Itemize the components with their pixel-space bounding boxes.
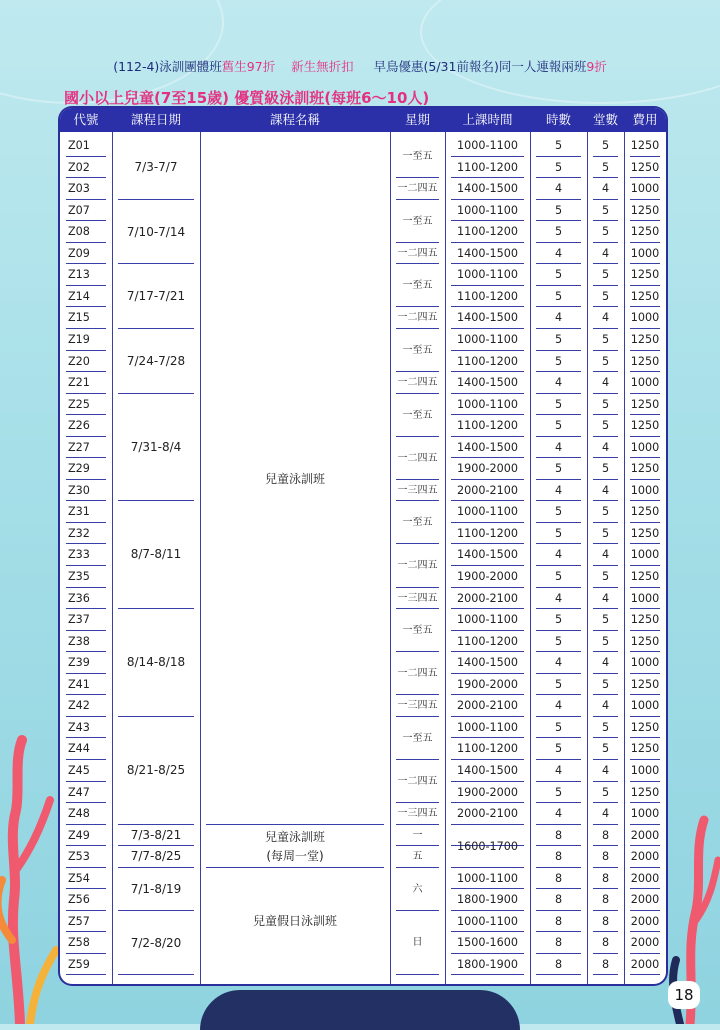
row-divider — [536, 974, 581, 975]
row-code: Z02 — [68, 160, 90, 174]
column-divider — [624, 132, 625, 984]
row-code: Z13 — [68, 268, 90, 282]
course-weekday: 一至五 — [402, 517, 433, 529]
row-fee: 1250 — [630, 677, 660, 691]
row-fee: 1250 — [630, 613, 660, 627]
row-divider — [451, 974, 524, 975]
row-code: Z03 — [68, 182, 90, 196]
course-weekday: 一二四五 — [397, 775, 438, 787]
row-sessions: 8 — [601, 871, 610, 885]
row-fee: 1000 — [630, 182, 660, 196]
row-hours: 5 — [554, 332, 563, 346]
row-time: 1100-1200 — [457, 419, 518, 433]
row-sessions: 5 — [601, 570, 610, 583]
row-sessions: 4 — [601, 311, 610, 325]
row-hours: 4 — [554, 656, 563, 670]
row-fee: 1250 — [630, 570, 660, 583]
column-header: 時數 — [545, 112, 571, 127]
row-sessions: 5 — [601, 397, 610, 411]
course-weekday: 一至五 — [402, 344, 433, 356]
row-time: 1400-1500 — [457, 548, 518, 562]
row-sessions: 4 — [601, 246, 610, 260]
row-code: Z19 — [68, 332, 90, 346]
column-header: 課程日期 — [130, 112, 181, 127]
row-code: Z45 — [68, 763, 90, 777]
row-sessions: 5 — [601, 225, 610, 239]
course-weekday: 日 — [412, 936, 423, 948]
row-time: 1000-1100 — [457, 203, 518, 217]
row-fee: 1000 — [630, 699, 660, 713]
row-code: Z44 — [68, 742, 90, 756]
row-code: Z41 — [68, 677, 90, 691]
course-weekday: 一二四五 — [397, 668, 438, 680]
weekday-divider — [396, 974, 439, 975]
row-hours: 5 — [554, 160, 563, 174]
row-hours: 5 — [554, 225, 563, 239]
row-time: 1900-2000 — [457, 570, 518, 583]
row-code: Z27 — [68, 440, 90, 454]
row-hours: 5 — [554, 203, 563, 217]
row-code: Z30 — [68, 483, 90, 497]
course-weekday: 一至五 — [402, 732, 433, 744]
row-sessions: 5 — [601, 354, 610, 368]
column-header: 星期 — [404, 112, 430, 127]
course-date: 8/7-8/11 — [130, 547, 182, 562]
row-fee: 1000 — [630, 591, 660, 605]
course-weekday: 一至五 — [402, 215, 433, 227]
row-fee: 1000 — [630, 246, 660, 260]
column-divider — [530, 132, 531, 984]
row-sessions: 4 — [601, 483, 610, 497]
row-fee: 1250 — [630, 160, 660, 174]
row-sessions: 4 — [601, 376, 610, 390]
row-sessions: 5 — [601, 203, 610, 217]
row-time: 2000-2100 — [457, 699, 518, 713]
row-hours: 4 — [554, 440, 563, 454]
column-divider — [445, 132, 446, 984]
row-code: Z35 — [68, 570, 90, 583]
row-sessions: 5 — [601, 634, 610, 648]
column-divider — [200, 132, 201, 984]
row-fee: 1250 — [630, 268, 660, 282]
section-title: 國小以上兒童(7至15歲) 優質級泳訓班(每班6～10人) — [64, 89, 430, 107]
row-hours: 5 — [554, 677, 563, 691]
course-weekday: 一二四五 — [397, 377, 438, 389]
row-code: Z39 — [68, 656, 90, 670]
row-sessions: 5 — [601, 742, 610, 756]
row-sessions: 4 — [601, 656, 610, 670]
row-sessions: 5 — [601, 720, 610, 734]
row-time: 1000-1100 — [457, 397, 518, 411]
row-fee: 1250 — [630, 785, 660, 799]
row-fee: 1250 — [630, 742, 660, 756]
row-divider — [630, 974, 660, 975]
row-time: 1400-1500 — [457, 376, 518, 390]
row-fee: 1250 — [630, 462, 660, 476]
row-sessions: 4 — [601, 807, 610, 821]
row-fee: 2000 — [630, 914, 660, 928]
course-weekday: 一三四五 — [397, 700, 438, 712]
seabed-decoration — [200, 990, 520, 1030]
row-time: 1900-2000 — [457, 677, 518, 691]
course-weekday: 一至五 — [402, 280, 433, 292]
row-code: Z36 — [68, 591, 90, 605]
column-divider — [112, 132, 113, 984]
row-code: Z48 — [68, 807, 90, 821]
course-date: 7/7-8/25 — [130, 849, 182, 864]
row-sessions: 4 — [601, 699, 610, 713]
column-header: 課程名稱 — [269, 112, 320, 127]
row-code: Z14 — [68, 289, 90, 303]
row-hours: 5 — [554, 462, 563, 476]
course-date: 8/14-8/18 — [126, 655, 186, 670]
row-time: 1000-1100 — [457, 332, 518, 346]
row-time: 1900-2000 — [457, 462, 518, 476]
background-wave — [420, 0, 720, 104]
course-divider — [206, 824, 384, 825]
discount-notice: (112-4)泳訓團體班舊生97折 新生無折扣 早鳥優惠(5/31前報名)同一人連報兩班9折 — [113, 59, 607, 74]
course-table — [60, 108, 666, 984]
row-sessions: 5 — [601, 526, 610, 540]
page-number: 18 — [668, 981, 700, 1009]
row-time: 1900-2000 — [457, 785, 518, 799]
row-code: Z42 — [68, 699, 90, 713]
row-time: 1400-1500 — [457, 763, 518, 777]
row-sessions: 4 — [601, 182, 610, 196]
course-name-main: 兒童泳訓班 — [264, 472, 325, 486]
row-fee: 1000 — [630, 548, 660, 562]
row-fee: 1250 — [630, 720, 660, 734]
row-time: 1100-1200 — [457, 526, 518, 540]
row-code: Z54 — [68, 871, 90, 885]
row-hours: 4 — [554, 807, 563, 821]
row-hours: 4 — [554, 483, 563, 497]
row-time: 1400-1500 — [457, 182, 518, 196]
row-sessions: 5 — [601, 505, 610, 519]
row-hours: 8 — [554, 828, 563, 842]
row-hours: 5 — [554, 139, 563, 152]
row-hours: 5 — [554, 570, 563, 583]
row-time: 1400-1500 — [457, 440, 518, 454]
row-time: 1800-1900 — [457, 957, 518, 971]
row-hours: 4 — [554, 591, 563, 605]
row-hours: 5 — [554, 526, 563, 540]
row-code: Z58 — [68, 936, 90, 950]
row-time: 1100-1200 — [457, 225, 518, 239]
row-hours: 4 — [554, 311, 563, 325]
row-fee: 1250 — [630, 203, 660, 217]
row-time: 1000-1100 — [457, 613, 518, 627]
row-fee: 1250 — [630, 332, 660, 346]
row-time: 1500-1600 — [457, 936, 518, 950]
row-code: Z15 — [68, 311, 90, 325]
row-time: 1400-1500 — [457, 656, 518, 670]
row-time: 1400-1500 — [457, 311, 518, 325]
course-name-weekly-note: (每周一堂) — [266, 849, 324, 864]
row-code: Z37 — [68, 613, 90, 627]
row-hours: 5 — [554, 613, 563, 627]
row-time-merged: 1600-1700 — [457, 839, 518, 853]
course-weekday: 一 — [412, 829, 423, 841]
row-time: 1000-1100 — [457, 720, 518, 734]
course-weekday: 一三四五 — [397, 592, 438, 604]
row-sessions: 4 — [601, 591, 610, 605]
course-weekday: 一二四五 — [397, 247, 438, 259]
row-sessions: 5 — [601, 139, 610, 152]
row-time: 2000-2100 — [457, 483, 518, 497]
row-hours: 8 — [554, 936, 563, 950]
course-date: 7/17-7/21 — [126, 289, 186, 304]
course-weekday: 一至五 — [402, 151, 433, 162]
row-code: Z47 — [68, 785, 90, 799]
row-sessions: 4 — [601, 440, 610, 454]
row-divider — [593, 974, 618, 975]
row-hours: 5 — [554, 268, 563, 282]
row-sessions: 4 — [601, 763, 610, 777]
course-weekday: 一二四五 — [397, 183, 438, 195]
course-weekday: 一三四五 — [397, 808, 438, 820]
row-fee: 1250 — [630, 505, 660, 519]
row-hours: 8 — [554, 914, 563, 928]
row-sessions: 5 — [601, 419, 610, 433]
row-hours: 8 — [554, 871, 563, 885]
row-sessions: 5 — [601, 289, 610, 303]
course-weekday: 一至五 — [402, 409, 433, 421]
row-fee: 1250 — [630, 526, 660, 540]
column-header: 代號 — [73, 112, 99, 127]
row-hours: 5 — [554, 354, 563, 368]
row-fee: 1250 — [630, 634, 660, 648]
row-time: 1000-1100 — [457, 268, 518, 282]
table-header — [60, 108, 666, 132]
row-sessions: 5 — [601, 785, 610, 799]
row-fee: 1250 — [630, 225, 660, 239]
row-time: 1800-1900 — [457, 893, 518, 907]
row-hours: 5 — [554, 505, 563, 519]
row-hours: 5 — [554, 634, 563, 648]
date-divider — [118, 974, 194, 975]
course-date: 7/3-7/7 — [134, 160, 178, 174]
row-hours: 5 — [554, 397, 563, 411]
row-fee: 2000 — [630, 850, 660, 864]
row-fee: 2000 — [630, 957, 660, 971]
row-fee: 2000 — [630, 936, 660, 950]
row-fee: 1000 — [630, 311, 660, 325]
course-weekday: 六 — [412, 883, 423, 895]
course-weekday: 一二四五 — [397, 312, 438, 324]
row-code: Z38 — [68, 634, 90, 648]
row-hours: 8 — [554, 850, 563, 864]
row-fee: 1250 — [630, 354, 660, 368]
row-sessions: 8 — [601, 893, 610, 907]
row-sessions: 5 — [601, 462, 610, 476]
row-hours: 5 — [554, 419, 563, 433]
course-weekday: 五 — [412, 851, 423, 863]
row-hours: 5 — [554, 742, 563, 756]
row-code: Z56 — [68, 893, 90, 907]
row-fee: 1250 — [630, 419, 660, 433]
row-code: Z29 — [68, 462, 90, 476]
row-sessions: 5 — [601, 268, 610, 282]
row-code: Z08 — [68, 225, 90, 239]
row-sessions: 5 — [601, 160, 610, 174]
course-weekday: 一三四五 — [397, 484, 438, 496]
row-code: Z01 — [68, 139, 90, 152]
row-fee: 1000 — [630, 376, 660, 390]
row-fee: 2000 — [630, 893, 660, 907]
row-sessions: 5 — [601, 677, 610, 691]
row-time: 1000-1100 — [457, 871, 518, 885]
row-sessions: 5 — [601, 332, 610, 346]
row-fee: 1000 — [630, 656, 660, 670]
row-hours: 8 — [554, 957, 563, 971]
course-name-holiday: 兒童假日泳訓班 — [252, 913, 337, 928]
row-time: 1100-1200 — [457, 742, 518, 756]
row-code: Z53 — [68, 850, 90, 864]
row-fee: 1250 — [630, 289, 660, 303]
row-fee: 1000 — [630, 763, 660, 777]
row-sessions: 8 — [601, 957, 610, 971]
row-sessions: 8 — [601, 936, 610, 950]
row-hours: 5 — [554, 289, 563, 303]
row-fee: 2000 — [630, 828, 660, 842]
column-divider — [390, 132, 391, 984]
row-fee: 1250 — [630, 139, 660, 152]
row-hours: 4 — [554, 699, 563, 713]
row-code: Z26 — [68, 419, 90, 433]
column-header: 上課時間 — [462, 112, 513, 127]
row-code: Z33 — [68, 548, 90, 562]
row-time: 1100-1200 — [457, 354, 518, 368]
course-date: 7/10-7/14 — [126, 224, 186, 239]
column-header: 堂數 — [592, 112, 618, 127]
course-date: 8/21-8/25 — [126, 762, 186, 777]
row-fee: 1000 — [630, 807, 660, 821]
row-code: Z59 — [68, 957, 90, 971]
row-time: 1100-1200 — [457, 289, 518, 303]
row-time: 1000-1100 — [457, 139, 518, 152]
row-sessions: 4 — [601, 548, 610, 562]
row-fee: 1000 — [630, 440, 660, 454]
column-divider — [587, 132, 588, 984]
course-date: 7/1-8/19 — [130, 881, 182, 896]
row-code: Z07 — [68, 203, 90, 217]
row-time: 1000-1100 — [457, 505, 518, 519]
course-weekday: 一二四五 — [397, 560, 438, 572]
row-code: Z43 — [68, 720, 90, 734]
row-sessions: 5 — [601, 613, 610, 627]
row-code: Z49 — [68, 828, 90, 842]
row-fee: 2000 — [630, 871, 660, 885]
course-weekday: 一二四五 — [397, 452, 438, 464]
row-hours: 5 — [554, 785, 563, 799]
row-hours: 4 — [554, 246, 563, 260]
row-code: Z09 — [68, 246, 90, 260]
row-time: 1100-1200 — [457, 160, 518, 174]
row-code: Z21 — [68, 376, 90, 390]
row-hours: 4 — [554, 182, 563, 196]
row-code: Z32 — [68, 526, 90, 540]
course-date: 7/2-8/20 — [130, 935, 182, 950]
course-date: 7/24-7/28 — [126, 353, 186, 368]
row-code: Z31 — [68, 505, 90, 519]
row-code: Z25 — [68, 397, 90, 411]
row-hours: 4 — [554, 763, 563, 777]
course-name-weekly: 兒童泳訓班 — [264, 829, 325, 844]
course-date: 7/3-8/21 — [130, 827, 182, 842]
row-divider — [66, 974, 106, 975]
row-hours: 4 — [554, 548, 563, 562]
row-time: 1000-1100 — [457, 914, 518, 928]
row-sessions: 8 — [601, 914, 610, 928]
row-sessions: 8 — [601, 850, 610, 864]
row-fee: 1250 — [630, 397, 660, 411]
row-code: Z57 — [68, 914, 90, 928]
row-hours: 4 — [554, 376, 563, 390]
row-hours: 8 — [554, 893, 563, 907]
row-sessions: 8 — [601, 828, 610, 842]
row-time: 1100-1200 — [457, 634, 518, 648]
course-date: 7/31-8/4 — [130, 439, 182, 454]
column-header: 費用 — [632, 112, 658, 127]
row-code: Z20 — [68, 354, 90, 368]
row-time: 1400-1500 — [457, 246, 518, 260]
row-fee: 1000 — [630, 483, 660, 497]
row-time: 2000-2100 — [457, 807, 518, 821]
row-time: 2000-2100 — [457, 591, 518, 605]
row-hours: 5 — [554, 720, 563, 734]
course-weekday: 一至五 — [402, 625, 433, 637]
